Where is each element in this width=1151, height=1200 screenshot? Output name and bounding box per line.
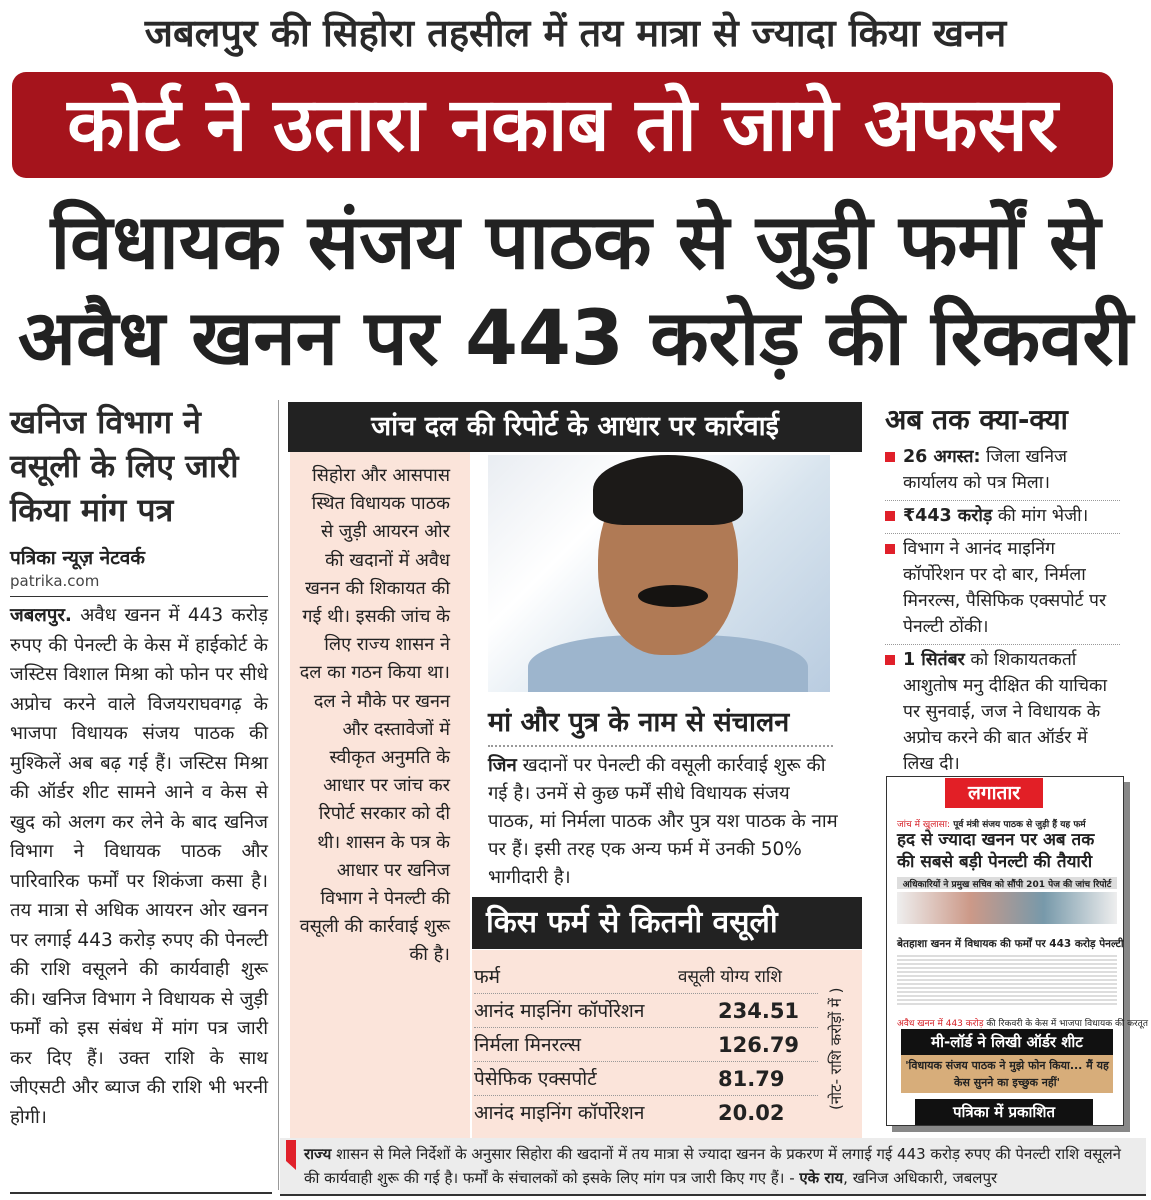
- quote-lead: राज्य: [304, 1145, 332, 1163]
- table-row: [474, 994, 818, 1028]
- bullet-square-icon: [885, 655, 895, 665]
- site-link[interactable]: patrika.com: [10, 572, 100, 590]
- left-body-text: अवैध खनन में 443 करोड़ रुपए की पेनल्टी के केस में हाईकोर्ट के जस्टिस विशाल मिश्रा को फोन पर सीधे अप्रोच करने वाले विजयराघवगढ़ के भाजपा विधायक संजय पाठक की मुश्किलें अब बढ़ गई हैं। जस्टिस मिश्रा की ऑर्डर शीट सामने आने व केस से खुद को अलग कर लेने के बाद खनिज विभाग ने विधायक पाठक और पारिवारिक फर्मों पर शिकंजा कसा है। तय मात्रा से अधिक आयरन ओर खनन पर लगाई 443 करोड़ रुपए की पेनल्टी की राशि वसूलने की कार्यवाही शुरू की। खनिज विभाग ने विधायक से जुड़ी फर्मों को इस संबंध में मांग पत्र जारी कर दिए हैं। उक्त राशि के साथ जीएसटी और ब्याज की राशि भी भरनी होगी।: [10, 605, 268, 1128]
- clip-headline: हद से ज्यादा खनन पर अब तक की सबसे बड़ी पेनल्टी की तैयारी: [897, 830, 1095, 872]
- left-headline-line: किया मांग पत्र: [10, 491, 174, 529]
- timeline-item: [885, 645, 1120, 781]
- bullet-square-icon: [885, 452, 895, 462]
- left-headline: [10, 400, 268, 532]
- quote-text: शासन से मिले निर्देशों के अनुसार सिहोरा की खदानों में तय मात्रा से ज्यादा खनन के प्रकरण में लगाई गई 443 करोड़ रुपए की पेनल्टी राशि वसूलने की कार्यवाही शुरू की गई है। फर्मों के संचालकों को इसके लिए मांग पत्र जारी किए गए हैं। -: [304, 1145, 1121, 1187]
- clip-tag: लगातार: [945, 778, 1043, 808]
- recovery-table: [472, 950, 862, 1138]
- previous-coverage-clipping: [886, 776, 1148, 1126]
- firm-name: निर्मला मिनरल्स: [474, 1034, 581, 1056]
- quote-role: , खनिज अधिकारी, जबलपुर: [843, 1169, 998, 1187]
- item-bold: 26 अगस्त:: [903, 447, 981, 467]
- divider: [10, 596, 268, 597]
- header-firm: फर्म: [474, 966, 501, 988]
- column-divider: [278, 400, 279, 1190]
- table-title: किस फर्म से कितनी वसूली: [472, 897, 862, 949]
- red-banner-headline: कोर्ट ने उतारा नकाब तो जागे अफसर: [12, 72, 1113, 178]
- amount: 126.79: [718, 1033, 800, 1057]
- item-bold: ₹443 करोड़: [903, 506, 993, 526]
- clip-black-headline: मी-लॉर्ड ने लिखी ऑर्डर शीट: [901, 1029, 1113, 1055]
- left-column: [10, 400, 268, 1132]
- clip-kicker2-red: अवैध खनन में 443 करोड़: [897, 1019, 984, 1029]
- timeline-item: [885, 442, 1120, 501]
- main-headline-line-1: विधायक संजय पाठक से जुड़ी फर्मों से: [50, 197, 1101, 286]
- item-bold: 1 सितंबर: [903, 650, 965, 670]
- clip-image: [897, 892, 1117, 924]
- photo-mustache: [638, 585, 708, 607]
- clip-deck: अधिकारियों ने प्रमुख सचिव को सौंपी 201 पेज की जांच रिपोर्ट: [897, 877, 1117, 889]
- left-body: [10, 601, 268, 1132]
- amount: 81.79: [718, 1067, 785, 1091]
- clip-kicker2-text: की रिकवरी के केस में भाजपा विधायक की करतूत: [983, 1019, 1148, 1029]
- mla-photo: [488, 455, 830, 692]
- item-text: जिला खनिज कार्यालय को पत्र मिला।: [903, 447, 1068, 493]
- center-section-bar: जांच दल की रिपोर्ट के आधार पर कार्रवाई: [288, 402, 862, 452]
- item-text: को शिकायतकर्ता आशुतोष मनु दीक्षित की याचिका पर सुनवाई, जज ने विधायक के अप्रोच करने की बात ऑर्डर में लिख दी।: [903, 650, 1107, 774]
- item-text: की मांग भेजी।: [992, 506, 1089, 526]
- firm-name: आनंद माइनिंग कॉर्पोरेशन: [474, 1102, 645, 1124]
- para-text: खदानों पर पेनल्टी की वसूली कार्रवाई शुरू की गई है। उनमें से कुछ फर्में सीधे विधायक संजय पाठक, मां निर्मला पाठक और पुत्र यश पाठक के नाम पर हैं। इसी तरह एक अन्य फर्म में उनकी 50% भागीदारी है।: [488, 755, 838, 888]
- left-headline-line: वसूली के लिए जारी: [10, 447, 239, 485]
- left-headline-line: खनिज विभाग ने: [10, 403, 201, 441]
- timeline-title: अब तक क्या-क्या: [885, 403, 1068, 436]
- clip-headline-2: बेतहाशा खनन में विधायक की फर्मों पर 443 करोड़ पेनल्टी: [897, 938, 1124, 950]
- bullet-square-icon: [885, 544, 895, 554]
- table-row: [474, 1096, 818, 1130]
- bullet-square-icon: [885, 511, 895, 521]
- table-note: (नोट- राशि करोड़ों में ): [827, 987, 845, 1110]
- clip-kicker-text: पूर्व मंत्री संजय पाठक से जुड़ी हैं यह फर्म: [950, 820, 1086, 830]
- table-row: [474, 1028, 818, 1062]
- clip-columns: [897, 955, 1117, 1005]
- clip-kicker-red: जांच में खुलासा:: [897, 820, 951, 830]
- sidebar-box: सिहोरा और आसपास स्थित विधायक पाठक से जुड़ी आयरन ओर की खदानों में अवैध खनन की शिकायत की गई थी। इसकी जांच के लिए राज्य शासन ने दल का गठन किया था। दल ने मौके पर खनन और दस्तावेजों में स्वीकृत अनुमति के आधार पर जांच कर रिपोर्ट सरकार को दी थी। शासन के पत्र के आधार पर खनिज विभाग ने पेनल्टी की वसूली की कार्रवाई शुरू की है।: [290, 452, 470, 1138]
- dateline: जबलपुर.: [10, 605, 72, 626]
- para-lead: जिन: [488, 755, 517, 776]
- firm-name: पेसेफिक एक्सपोर्ट: [474, 1068, 597, 1090]
- quote-name: एके राय: [799, 1169, 844, 1187]
- center-subhead: मां और पुत्र के नाम से संचालन: [488, 702, 833, 747]
- item-text: विभाग ने आनंद माइनिंग कॉर्पोरेशन पर दो बार, निर्मला मिनरल्स, पैसिफिक एक्सपोर्ट पर पेनल्टी ठोंकी।: [903, 539, 1107, 637]
- main-headline-line-2: अवैध खनन पर 443 करोड़ की रिकवरी: [17, 293, 1134, 382]
- clip-quote: 'विधायक संजय पाठक ने मुझे फोन किया... मैं यह केस सुनने का इच्छुक नहीं': [901, 1055, 1113, 1093]
- kicker-headline: जबलपुर की सिहोरा तहसील में तय मात्रा से ज्यादा किया खनन: [144, 11, 1007, 55]
- amount: 20.02: [718, 1101, 785, 1125]
- timeline-column: [885, 400, 1120, 781]
- firm-name: आनंद माइनिंग कॉर्पोरेशन: [474, 1000, 645, 1022]
- table-row: [474, 1062, 818, 1096]
- official-quote: [280, 1138, 1146, 1196]
- header-amount: वसूली योग्य राशि: [678, 967, 782, 987]
- byline: पत्रिका न्यूज़ नेटवर्क: [10, 547, 145, 569]
- amount: 234.51: [718, 999, 800, 1023]
- clip-kicker-2: [897, 1016, 1148, 1029]
- timeline-item: [885, 534, 1120, 645]
- divider: [10, 1192, 272, 1194]
- table-header-row: [474, 960, 818, 994]
- photo-hair: [593, 455, 743, 525]
- timeline-item: [885, 501, 1120, 534]
- center-paragraph: [488, 752, 838, 892]
- published-label: पत्रिका में प्रकाशित: [915, 1099, 1093, 1125]
